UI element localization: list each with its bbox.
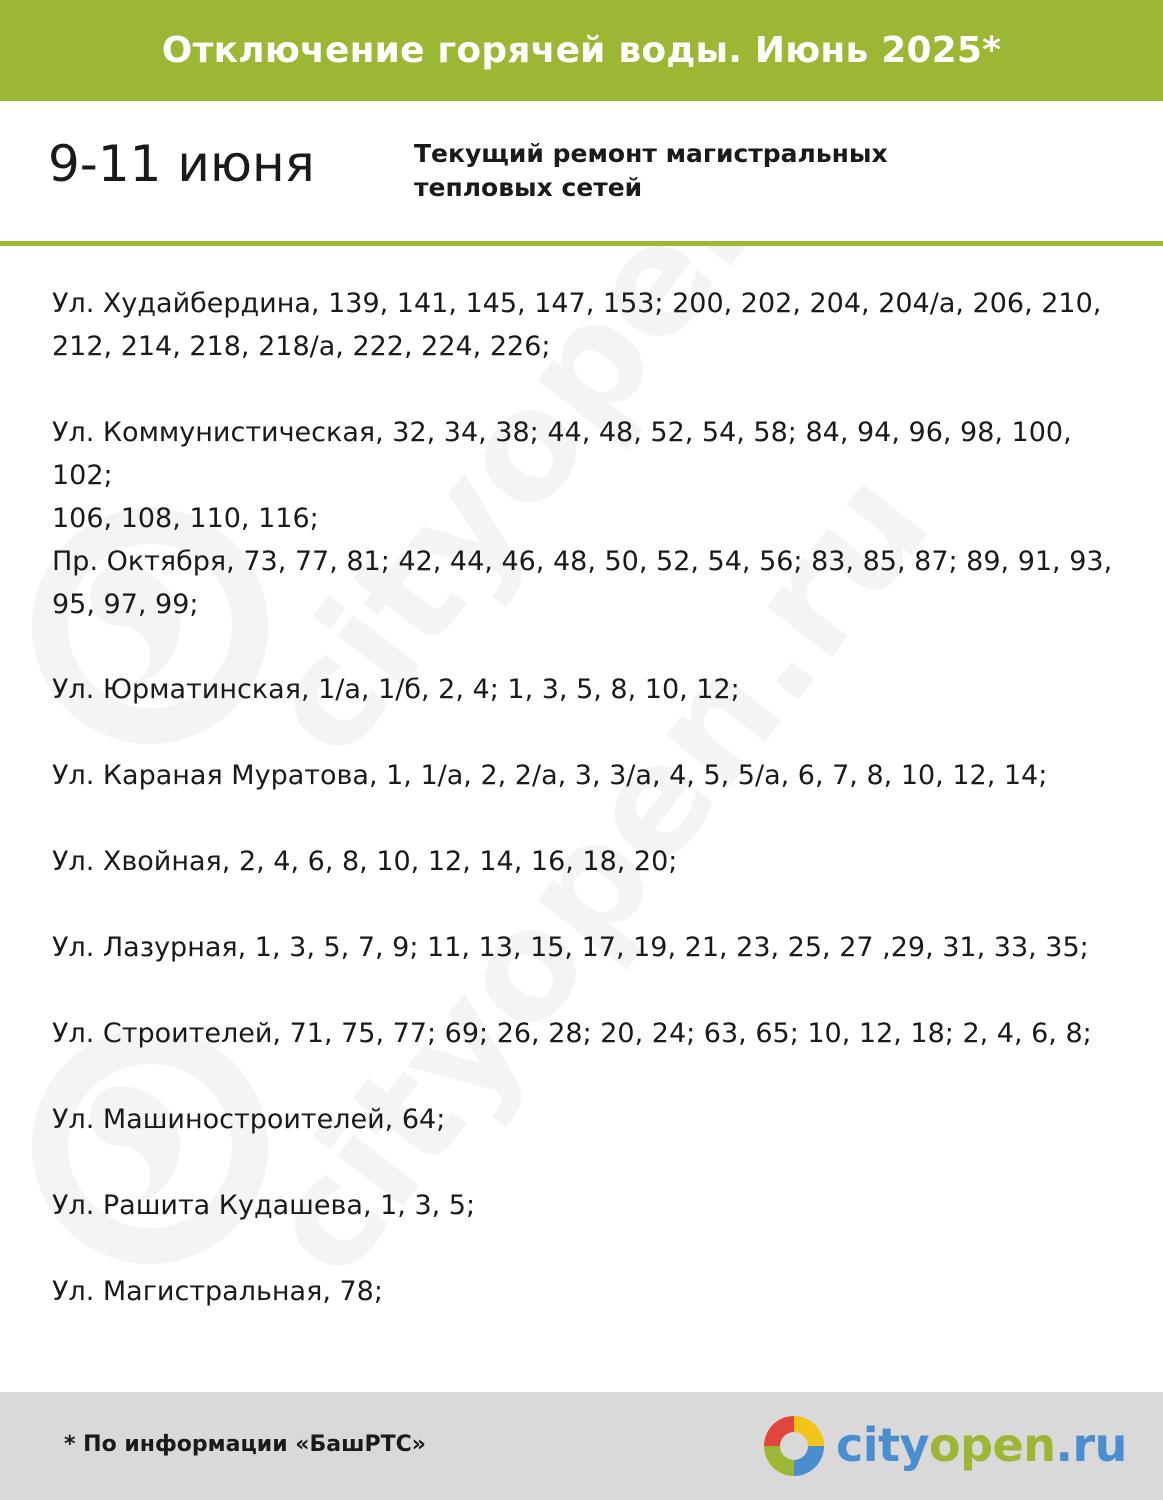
address-item: Ул. Коммунистическая, 32, 34, 38; 44, 48, 52, 54, 58; 84, 94, 96, 98, 100, 102; 106, 108, 110, 116;	[52, 417, 1072, 534]
outage-reason: Текущий ремонт магистральных тепловых сетей	[414, 139, 888, 202]
address-item: Ул. Караная Муратова, 1, 1/а, 2, 2/а, 3, 3/а, 4, 5, 5/а, 6, 7, 8, 10, 12, 14;	[52, 760, 1048, 791]
address-item: Пр. Октября, 73, 77, 81; 42, 44, 46, 48, 50, 52, 54, 56; 83, 85, 87; 89, 91, 93, 95, 97, 99;	[52, 546, 1113, 620]
address-item: Ул. Юрматинская, 1/а, 1/б, 2, 4; 1, 3, 5, 8, 10, 12;	[52, 674, 740, 705]
swirl-logo-icon	[760, 1412, 828, 1480]
address-item: Ул. Магистральная, 78;	[52, 1276, 383, 1307]
header-bar	[0, 0, 1163, 101]
outage-date: 9-11 июня	[48, 135, 315, 193]
address-item: Ул. Строителей, 71, 75, 77; 69; 26, 28; 20, 24; 63, 65; 10, 12, 18; 2, 4, 6, 8;	[52, 1018, 1092, 1049]
address-item: Ул. Машиностроителей, 64;	[52, 1104, 446, 1135]
page-title: Отключение горячей воды. Июнь 2025*	[161, 30, 1002, 71]
address-item: Ул. Лазурная, 1, 3, 5, 7, 9; 11, 13, 15, 17, 19, 21, 23, 25, 27 ,29, 31, 33, 35;	[52, 932, 1089, 963]
address-item: Ул. Хвойная, 2, 4, 6, 8, 10, 12, 14, 16, 18, 20;	[52, 846, 678, 877]
footer-bar	[0, 1392, 1163, 1500]
source-note: * По информации «БашРТС»	[64, 1432, 426, 1457]
logo-wordmark: cityopen.ru	[836, 1418, 1127, 1472]
divider-line	[0, 241, 1163, 246]
cityopen-logo	[760, 1410, 1127, 1482]
address-item: Ул. Рашита Кудашева, 1, 3, 5;	[52, 1190, 476, 1221]
subheader	[0, 101, 1163, 241]
address-list	[52, 282, 1132, 1356]
address-item: Ул. Худайбердина, 139, 141, 145, 147, 153; 200, 202, 204, 204/а, 206, 210, 212, 214, 218, 218/а, 222, 224, 226;	[52, 288, 1102, 362]
